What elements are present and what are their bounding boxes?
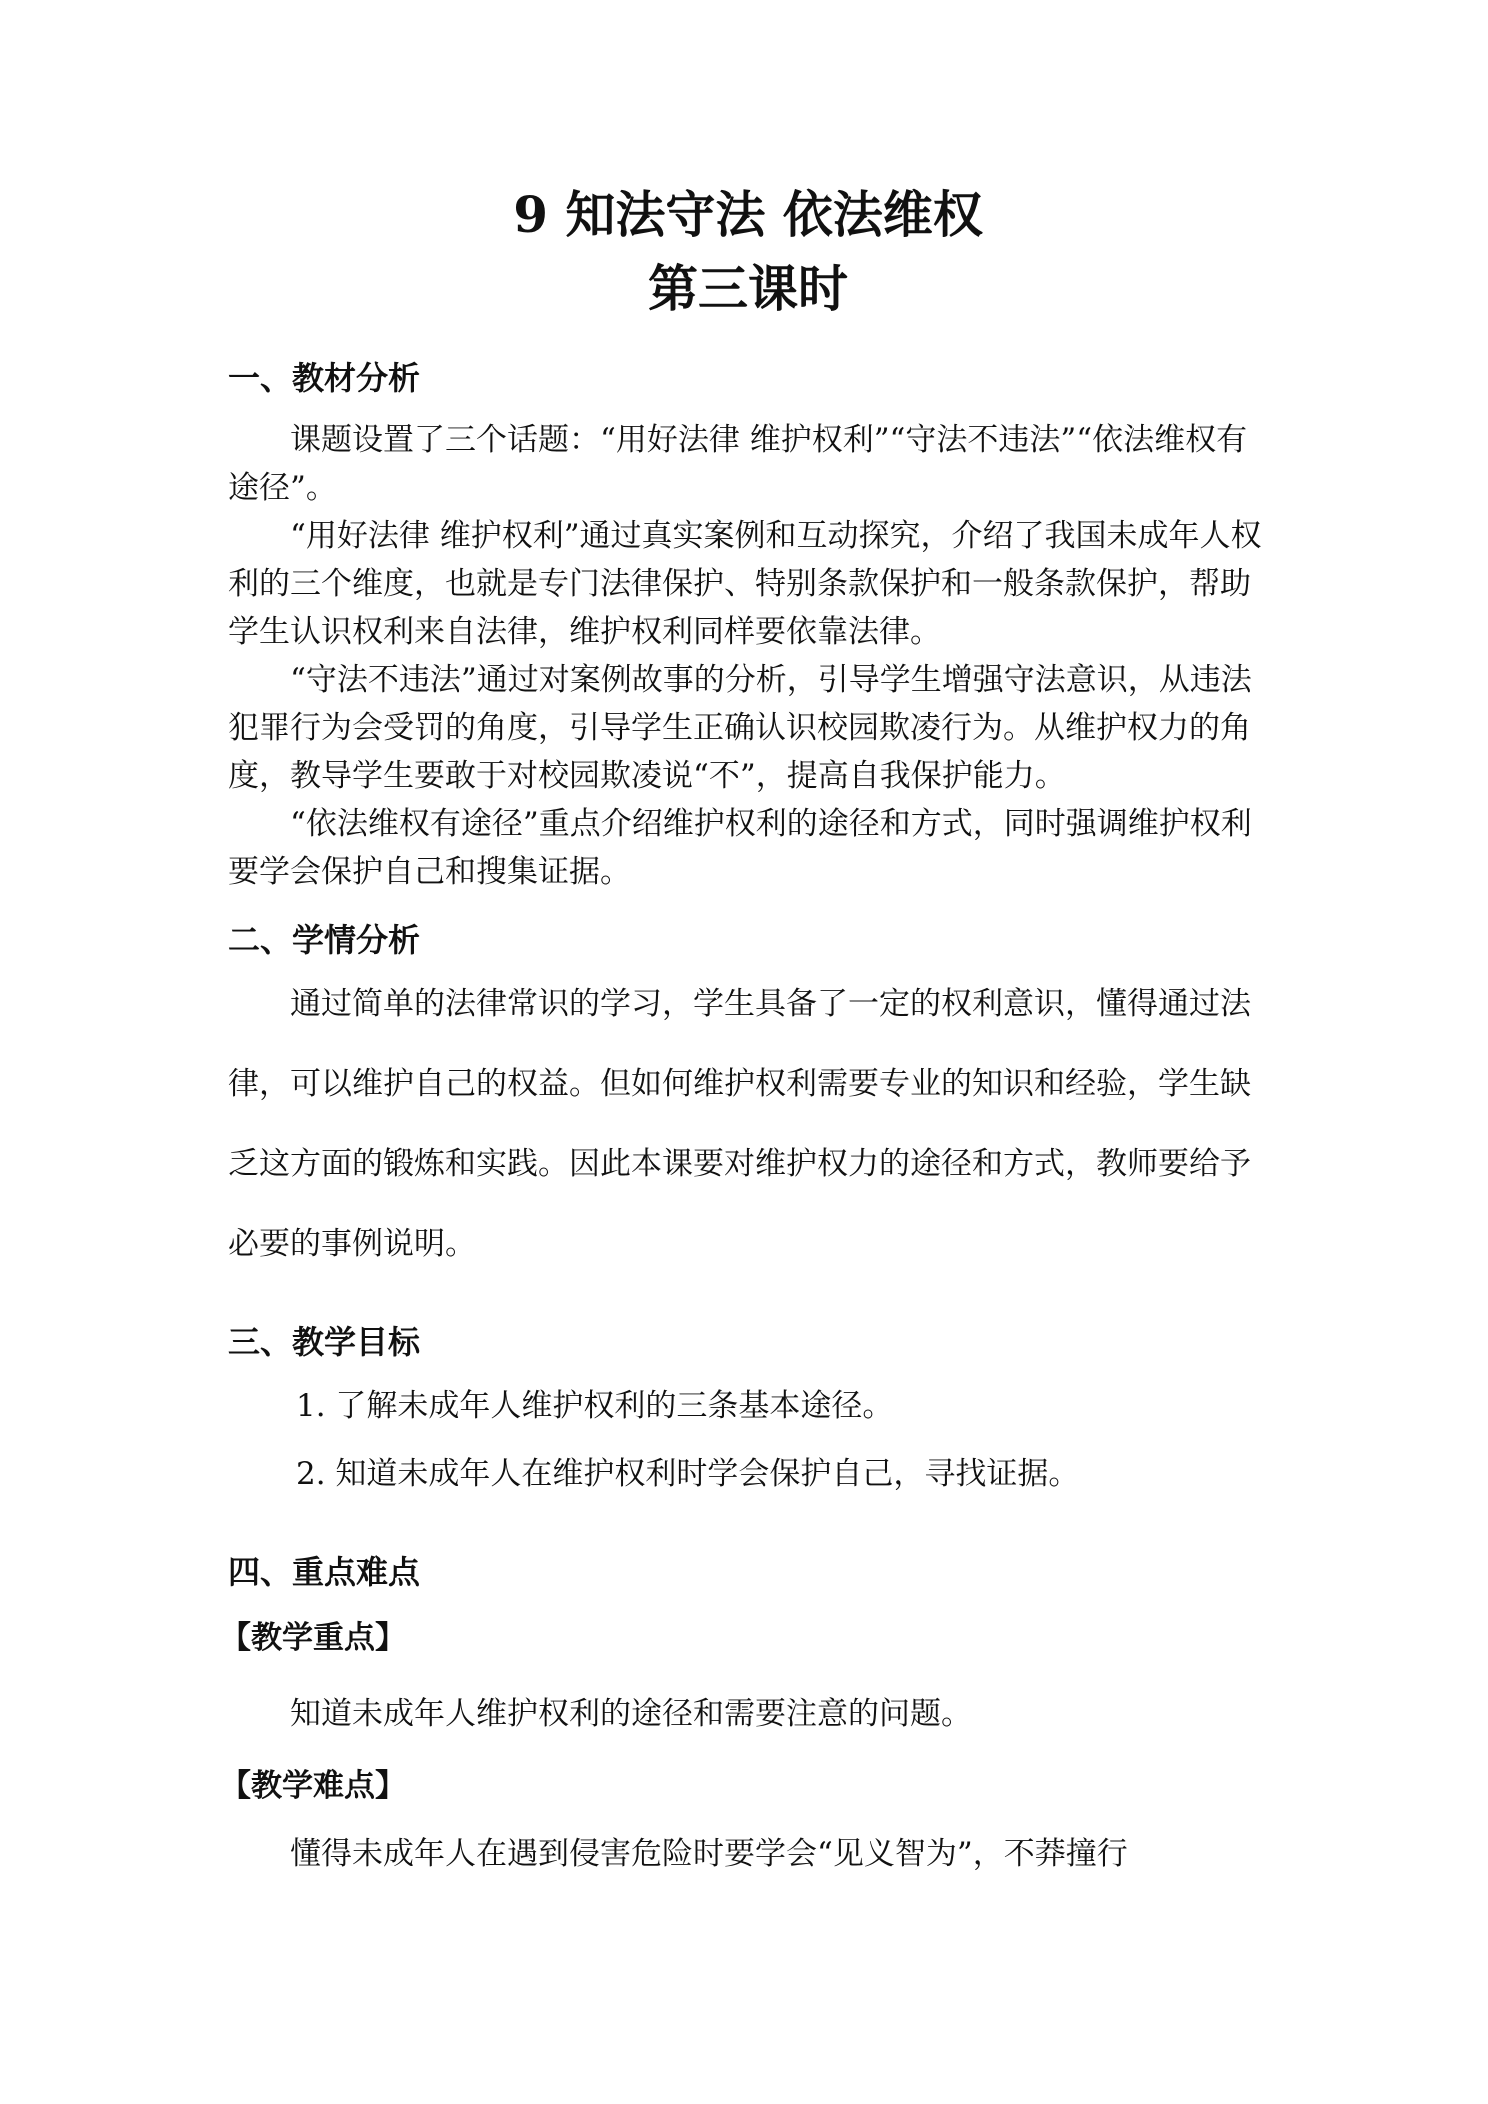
document-title: 9 知法守法 依法维权 (513, 185, 983, 244)
section-textbook-analysis (228, 356, 1268, 896)
document-subtitle: 第三课时 (648, 259, 848, 318)
section-heading: 二、学情分析 (228, 921, 421, 959)
key-point-label: 【教学重点】 (220, 1620, 406, 1656)
section-heading: 四、重点难点 (228, 1553, 421, 1591)
section-student-analysis (228, 918, 1268, 1284)
section-key-difficult-points (220, 1550, 1268, 1878)
paragraph: “依法维权有途径”重点介绍维护权利的途径和方式，同时强调维护权利要学会保护自己和搜集证据。 (228, 806, 1252, 890)
list-item: 2. 知道未成年人在维护权利时学会保护自己，寻找证据。 (296, 1456, 1080, 1492)
difficult-point-text: 懂得未成年人在遇到侵害危险时要学会“见义智为”，不莽撞行 (290, 1836, 1128, 1872)
key-point-text: 知道未成年人维护权利的途径和需要注意的问题。 (290, 1696, 972, 1732)
paragraph: “守法不违法”通过对案例故事的分析，引导学生增强守法意识，从违法犯罪行为会受罚的角度，引导学生正确认识校园欺凌行为。从维护权力的角度，教导学生要敢于对校园欺凌说“不”，提高自我保护能力。 (228, 662, 1252, 794)
paragraph: “用好法律 维护权利”通过真实案例和互动探究，介绍了我国未成年人权利的三个维度，也就是专门法律保护、特别条款保护和一般条款保护，帮助学生认识权利来自法律，维护权利同样要依靠法律。 (228, 518, 1262, 650)
paragraph: 课题设置了三个话题：“用好法律 维护权利”“守法不违法”“依法维权有途径”。 (228, 422, 1248, 506)
section-heading: 三、教学目标 (228, 1323, 421, 1361)
document-page (220, 180, 1268, 1878)
section-teaching-objectives (228, 1320, 1268, 1508)
difficult-point-label: 【教学难点】 (220, 1768, 406, 1804)
section-heading: 一、教材分析 (228, 359, 421, 397)
list-item: 1. 了解未成年人维护权利的三条基本途径。 (296, 1388, 894, 1424)
paragraph: 通过简单的法律常识的学习，学生具备了一定的权利意识，懂得通过法律，可以维护自己的权益。但如何维护权利需要专业的知识和经验，学生缺乏这方面的锻炼和实践。因此本课要对维护权力的途径和方式，教师要给予必要的事例说明。 (228, 986, 1251, 1262)
